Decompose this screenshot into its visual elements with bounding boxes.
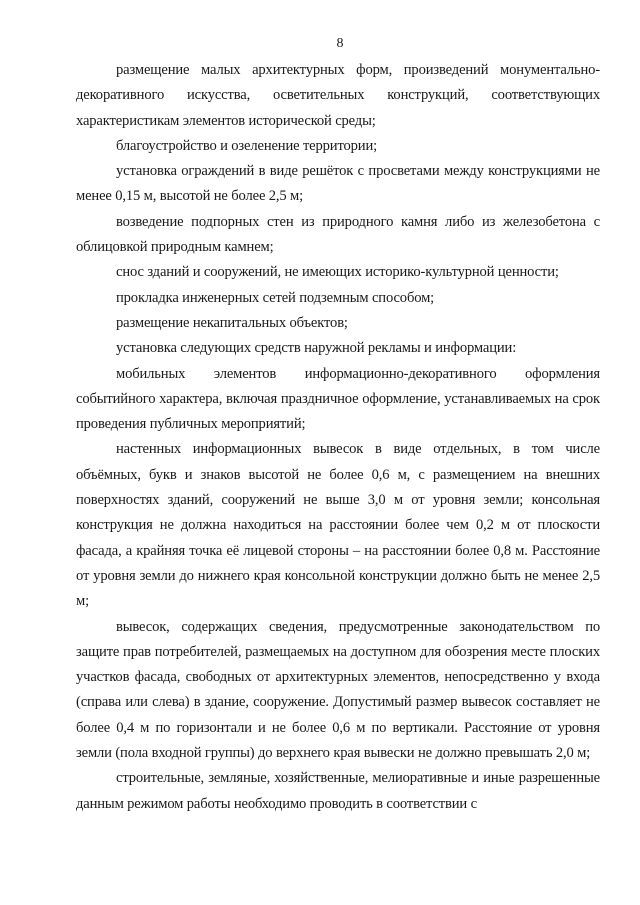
paragraph-fences: установка ограждений в виде решёток с просветами между конструкциями не менее 0,15 м, высотой не более 2,5 м;: [76, 163, 600, 205]
document-body: [76, 58, 600, 817]
paragraph-demolition: снос зданий и сооружений, не имеющих историко-культурной ценности;: [116, 264, 559, 281]
paragraph-landscaping: благоустройство и озеленение территории;: [116, 137, 378, 154]
paragraph-utility-networks: прокладка инженерных сетей подземным способом;: [116, 289, 435, 306]
paragraph-consumer-signs: вывесок, содержащих сведения, предусмотренные законодательством по защите прав потребителей, размещаемых на доступном для обозрения месте плоских участков фасада, свободных от архитектурных элементов, непосредственно у входа (справа или слева) в здание, сооружение. Допустимый размер вывесок составляет не более 0,4 м по горизонтали и не более 0,6 м по вертикали. Расстояние от уровня земли (пола входной группы) до верхнего края вывески не должно превышать 2,0 м;: [76, 618, 600, 762]
paragraph-mobile-elements: мобильных элементов информационно-декоративного оформления событийного характера, включая праздничное оформление, устанавливаемых на срок проведения публичных мероприятий;: [76, 365, 600, 433]
page-number: 8: [336, 36, 344, 51]
paragraph-advertising-intro: установка следующих средств наружной рекламы и информации:: [116, 340, 517, 357]
paragraph-temporary-objects: размещение некапитальных объектов;: [116, 314, 348, 331]
paragraph-works: строительные, земляные, хозяйственные, мелиоративные и иные разрешенные данным режимом работы необходимо проводить в соответствии с: [76, 770, 600, 812]
paragraph-small-forms: размещение малых архитектурных форм, произведений монументально-декоративного искусства, осветительных конструкций, соответствующих характеристикам элементов исторической среды;: [76, 62, 600, 129]
paragraph-wall-signs: настенных информационных вывесок в виде отдельных, в том числе объёмных, букв и знаков высотой не более 0,6 м, с размещением на внешних поверхностях зданий, сооружений не выше 3,0 м от уровня земли; консольная конструкция не должна находиться на расстоянии более чем 0,2 м от плоскости фасада, а крайняя точка её лицевой стороны – на расстоянии более 0,8 м. Расстояние от уровня земли до нижнего края консольной конструкции должно быть не менее 2,5 м;: [76, 441, 600, 610]
paragraph-retaining-walls: возведение подпорных стен из природного камня либо из железобетона с облицовкой природным камнем;: [76, 213, 600, 256]
